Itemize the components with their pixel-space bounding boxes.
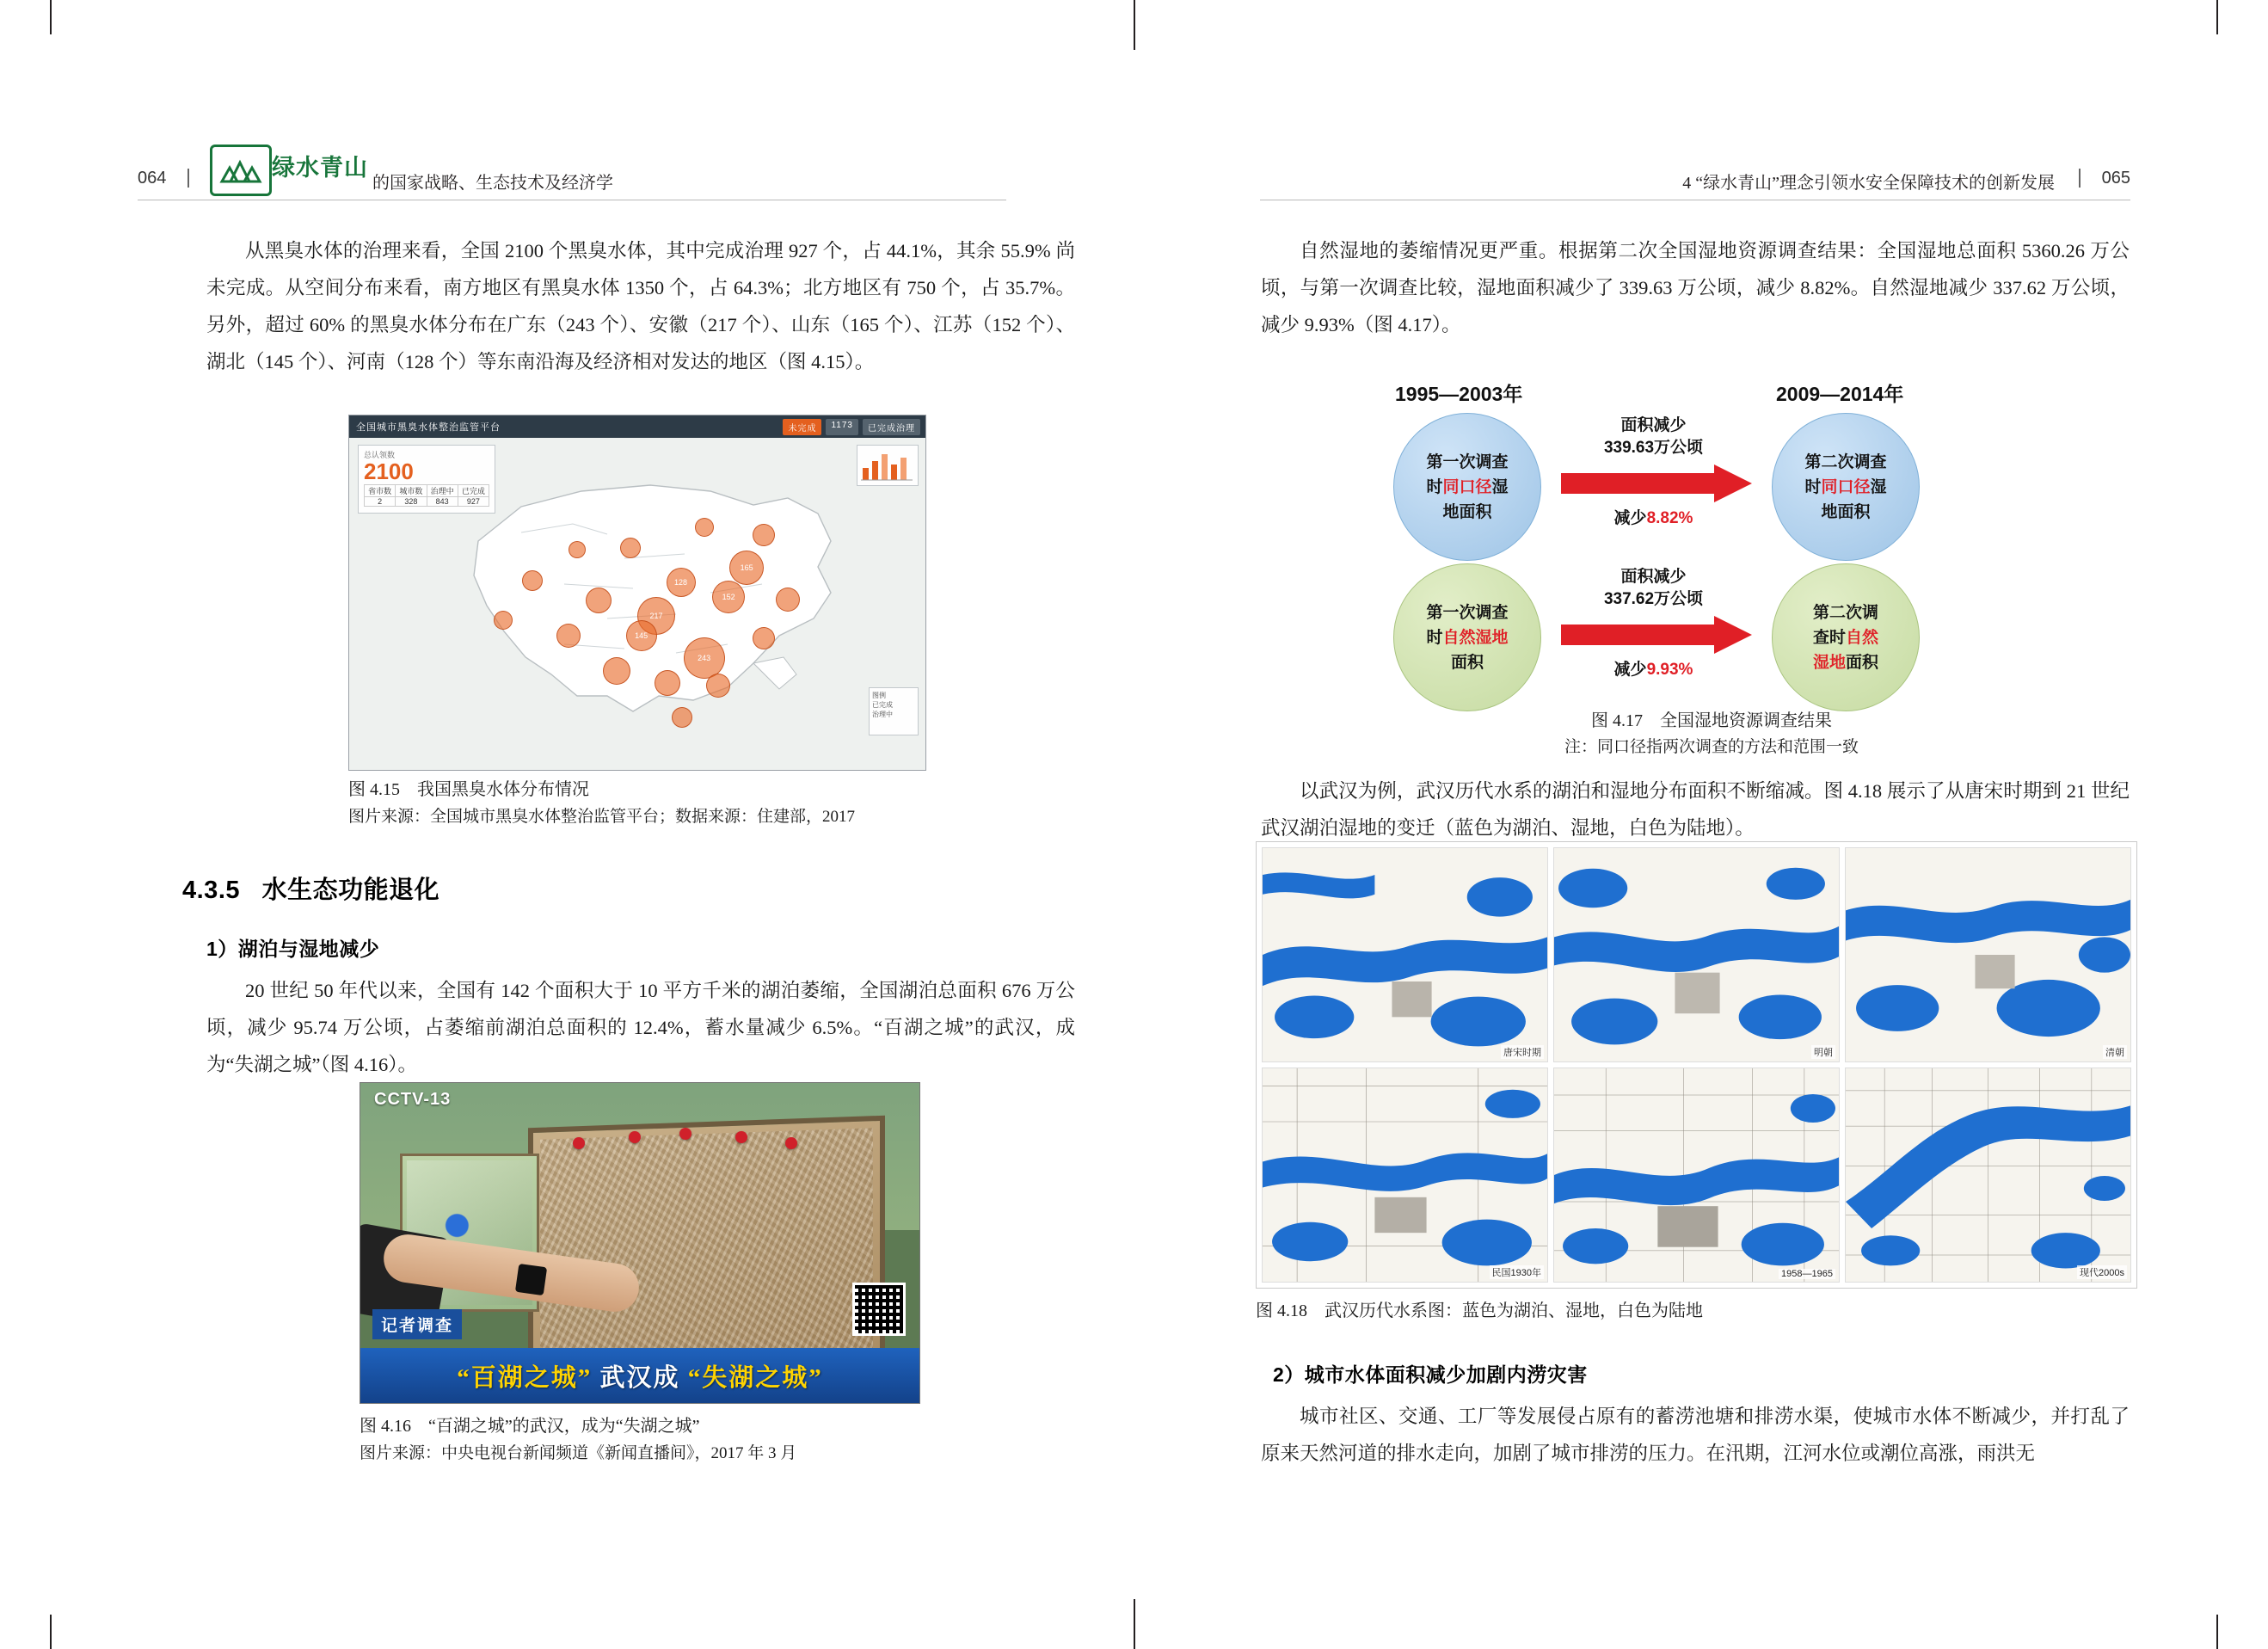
circle-line-2-pre: 时: [1426, 477, 1443, 496]
circle-line-2-highlight: 同口径: [1442, 477, 1492, 496]
circle-line-2: [1813, 625, 1878, 650]
map-bubble[interactable]: [603, 657, 630, 685]
figure-4-15-map: [348, 415, 926, 771]
map-bubble[interactable]: 165: [729, 551, 764, 585]
banner-mid: 武汉成: [599, 1363, 680, 1392]
map-bubble[interactable]: 217: [637, 597, 675, 635]
map-panel-svg: [1263, 848, 1547, 1061]
first-survey-same-caliber-circle: [1393, 413, 1541, 561]
arrow-1-bottom-label: [1561, 508, 1746, 530]
th-in-progress: 治理中: [427, 485, 458, 497]
figure-4-17-note: 注：同口径指两次调查的方法和范围一致: [1564, 738, 1859, 756]
circle-line-2-highlight: 同口径: [1821, 477, 1871, 496]
page-number-left: 064: [138, 169, 167, 188]
map-bubble[interactable]: 145: [626, 620, 657, 651]
circle-line-1: 第二次调: [1812, 603, 1878, 622]
period-label-left: 1995—2003年: [1395, 383, 1523, 405]
circle-line-3: 面积: [1450, 653, 1484, 672]
crop-mark-top-left: [50, 0, 52, 34]
paragraph-black-odorous-water: 从黑臭水体的治理来看，全国 2100 个黑臭水体，其中完成治理 927 个，占 44.1%，其余 55.9% 尚未完成。从空间分布来看，南方地区有黑臭水体 1350 个，占 64.3%；北方地区有 750 个，占 35.7%。另外，超过 60% 的黑臭水体分布在广东（243 个）、安徽（217 个）、山东（165 个）、江苏（152 个）、湖北（145 个）、河南（128 个）等东南沿海及经济相对发达的地区（图 4.15）。: [206, 240, 1075, 372]
circle-line-1: 第一次调查: [1426, 452, 1509, 471]
qr-code-icon: [852, 1283, 906, 1336]
arrow-2-top-label: [1561, 566, 1746, 611]
circle-line-2-pre: 时: [1426, 628, 1443, 647]
map-panel: [1845, 1068, 2131, 1283]
count-badge: 1173: [826, 419, 858, 435]
th-completed: 已完成: [458, 485, 489, 497]
paragraph-urban-flooding: 城市社区、交通、工厂等发展侵占原有的蓄涝池塘和排涝水渠，使城市水体不断减少，并打乱了原来天然河道的排水走向，加剧了城市排涝的压力。在汛期，江河水位或潮位高涨，雨洪无: [1261, 1406, 2130, 1464]
mountain-triangle-icon: [210, 145, 272, 196]
paragraph-wuhan-water-system: 以武汉为例，武汉历代水系的湖泊和湿地分布面积不断缩减。图 4.18 展示了从唐宋时期到 21 世纪武汉湖泊湿地的变迁（蓝色为湖泊、湿地，白色为陆地）。: [1261, 780, 2130, 839]
banner-right: “失湖之城”: [687, 1363, 823, 1392]
crop-mark-top-right: [2216, 0, 2218, 34]
td-in-progress: 843: [427, 497, 458, 507]
map-bubble[interactable]: [620, 538, 641, 558]
section-heading: [182, 871, 439, 906]
arrow-1-percent: 8.82%: [1646, 509, 1693, 527]
arrow-1-top-label: [1561, 415, 1746, 459]
figure-4-18-map-grid: [1256, 841, 2137, 1289]
figure-4-15-captions: [348, 776, 942, 830]
second-survey-same-caliber-circle: [1772, 413, 1920, 561]
map-legend: [869, 687, 919, 735]
filter-completed-button[interactable]: 已完成治理: [863, 419, 920, 435]
map-bubble[interactable]: 243: [684, 637, 725, 679]
arrow-1: [1561, 465, 1752, 507]
map-panel-label: 明朝: [1811, 1045, 1835, 1059]
filter-unfinished-button[interactable]: 未完成: [783, 419, 821, 435]
map-panel: [1845, 847, 2131, 1062]
arrow-1-top-line1: 面积减少: [1620, 416, 1687, 434]
figure-4-15-caption: 图 4.15 我国黑臭水体分布情况: [348, 780, 589, 799]
map-bubble[interactable]: 128: [667, 568, 696, 597]
right-page-body-1: [1261, 232, 2130, 343]
first-survey-natural-wetland-circle: [1393, 563, 1541, 711]
news-banner: [360, 1348, 919, 1403]
right-page-body-3: [1261, 1398, 2130, 1472]
circle-line-2: [1804, 475, 1886, 500]
circle-line-3-highlight: 湿地: [1812, 653, 1846, 672]
book-logo: [210, 142, 373, 194]
figure-4-16-caption: 图 4.16 “百湖之城”的武汉，成为“失湖之城”: [360, 1417, 700, 1436]
circle-line-1: 第一次调查: [1426, 603, 1509, 622]
page-number-right-divider: [2079, 169, 2081, 188]
banner-left: “百湖之城”: [457, 1363, 593, 1392]
arrow-1-reduce-word: 减少: [1613, 509, 1647, 527]
figure-4-17-captions: [1385, 707, 2038, 760]
news-banner-text: [457, 1358, 823, 1394]
map-panel-label: 现代2000s: [2077, 1265, 2127, 1279]
circle-line-3: 地面积: [1821, 502, 1871, 521]
circle-line-2-highlight: 自然: [1846, 628, 1879, 647]
book-logo-text: 绿水青山: [272, 155, 368, 181]
crop-mark-bottom-right: [2216, 1615, 2218, 1649]
map-bubble[interactable]: [586, 588, 612, 613]
crop-mark-top-center: [1134, 0, 1135, 50]
map-bubble[interactable]: 152: [712, 581, 745, 613]
map-panel-label: 1958—1965: [1779, 1269, 1835, 1279]
right-page-body-2: [1261, 772, 2130, 846]
figure-4-15-panel-title: 全国城市黑臭水体整治监管平台: [356, 422, 501, 433]
cctv-logo: CCTV-13: [374, 1090, 452, 1109]
second-survey-natural-wetland-circle: [1772, 563, 1920, 711]
map-panel-label: 民国1930年: [1490, 1265, 1544, 1279]
figure-4-15-header-buttons: [783, 419, 920, 435]
table-row: [365, 485, 489, 497]
subsection-heading-lakes: 1）湖泊与湿地减少: [206, 938, 380, 960]
legend-item-completed: 已完成: [872, 701, 893, 709]
program-tag: 记者调查: [372, 1309, 462, 1339]
circle-line-2-pre: 查时: [1812, 628, 1846, 647]
map-bubble[interactable]: [672, 707, 692, 728]
statistics-total: 2100: [364, 458, 414, 484]
arrow-2-bottom-label: [1561, 659, 1746, 681]
circle-line-2-highlight: 自然湿地: [1442, 628, 1509, 647]
left-page-body: [206, 232, 1075, 380]
circle-line-2-pre: 时: [1804, 477, 1822, 496]
mountain-shape-icon: [218, 154, 263, 187]
circle-line-3: 地面积: [1442, 502, 1492, 521]
map-panel: [1262, 1068, 1548, 1283]
paragraph-wetland-shrinkage: 自然湿地的萎缩情况更严重。根据第二次全国湿地资源调查结果：全国湿地总面积 5360.26 万公顷，与第一次调查比较，湿地面积减少了 339.63 万公顷，减少 8.82%。自然湿地减少 337.62 万公顷，减少 9.93%（图 4.17）。: [1261, 240, 2130, 335]
circle-line-3: [1813, 650, 1878, 675]
arrow-2: [1561, 616, 1752, 658]
map-panel-label: 清朝: [2103, 1045, 2127, 1059]
running-head-right: 4 “绿水青山”理念引领水安全保障技术的创新发展: [1682, 174, 2055, 193]
circle-line-3-post: 面积: [1846, 653, 1879, 672]
td-completed: 927: [458, 497, 489, 507]
figure-4-17-diagram: [1385, 378, 2038, 714]
section-title: 水生态功能退化: [261, 877, 440, 904]
td-city: 328: [396, 497, 427, 507]
legend-title: 图例: [872, 692, 886, 699]
map-panel: [1262, 847, 1548, 1062]
map-bubble[interactable]: [569, 541, 586, 558]
running-head-left: 的国家战略、生态技术及经济学: [372, 174, 613, 193]
map-bubble[interactable]: [776, 588, 800, 612]
statistics-panel: [358, 445, 495, 514]
period-label-right: 2009—2014年: [1776, 383, 1904, 405]
circle-line-1: 第二次调查: [1804, 452, 1887, 471]
arrow-1-top-line2: 339.63万公顷: [1603, 439, 1704, 457]
figure-4-18-caption: 图 4.18 武汉历代水系图：蓝色为湖泊、湿地，白色为陆地: [1256, 1301, 1703, 1320]
td-province: 2: [365, 497, 396, 507]
circle-line-2-post: 湿: [1870, 477, 1887, 496]
page-number-left-divider: [187, 169, 189, 188]
section-number: 4.3.5: [182, 877, 240, 904]
statistics-table: [364, 484, 489, 507]
arrow-2-top-line2: 337.62万公顷: [1603, 590, 1704, 608]
paragraph-lake-shrinkage: 20 世纪 50 年代以来，全国有 142 个面积大于 10 平方千米的湖泊萎缩，全国湖泊总面积 676 万公顷，减少 95.74 万公顷，占萎缩前湖泊总面积的 12.4%，蓄水量减少 6.5%。“百湖之城”的武汉，成为“失湖之城”（图 4.16）。: [206, 980, 1075, 1075]
map-panel: [1553, 847, 1840, 1062]
circle-line-2-post: 湿: [1491, 477, 1509, 496]
arrow-2-top-line1: 面积减少: [1620, 568, 1687, 586]
subsection-heading-urban-flooding: 2）城市水体面积减少加剧内涝灾害: [1273, 1363, 1588, 1386]
figure-4-15-source: 图片来源：全国城市黑臭水体整治监管平台；数据来源：住建部，2017: [348, 808, 856, 826]
map-bubble[interactable]: [695, 518, 714, 537]
mini-bar-chart: [857, 445, 919, 486]
figure-4-17-caption: 图 4.17 全国湿地资源调查结果: [1591, 711, 1832, 730]
circle-line-2: [1426, 625, 1508, 650]
map-bubble[interactable]: [753, 627, 775, 649]
left-page-body-2: [206, 972, 1075, 1083]
legend-item-in-progress: 治理中: [872, 711, 893, 718]
th-province: 省市数: [365, 485, 396, 497]
map-panel-label: 唐宋时期: [1501, 1045, 1544, 1059]
crop-mark-bottom-left: [50, 1615, 52, 1649]
crop-mark-bottom-center: [1134, 1599, 1135, 1649]
map-bubble[interactable]: [494, 611, 513, 630]
circle-line-2: [1426, 475, 1508, 500]
figure-4-16-captions: [360, 1412, 962, 1467]
table-row: [365, 497, 489, 507]
arrow-2-reduce-word: 减少: [1613, 661, 1647, 679]
figure-4-16-source: 图片来源：中央电视台新闻频道《新闻直播间》，2017 年 3 月: [360, 1444, 797, 1462]
th-city: 城市数: [396, 485, 427, 497]
page-number-right: 065: [2101, 169, 2130, 188]
figure-4-16-tv-screenshot: [360, 1082, 920, 1404]
map-panel: [1553, 1068, 1840, 1283]
figure-4-15-panel-header: [349, 415, 925, 438]
statistics-label: 总认领数: [364, 451, 396, 459]
figure-4-18-captions: [1256, 1297, 2142, 1325]
arrow-2-percent: 9.93%: [1646, 661, 1693, 679]
